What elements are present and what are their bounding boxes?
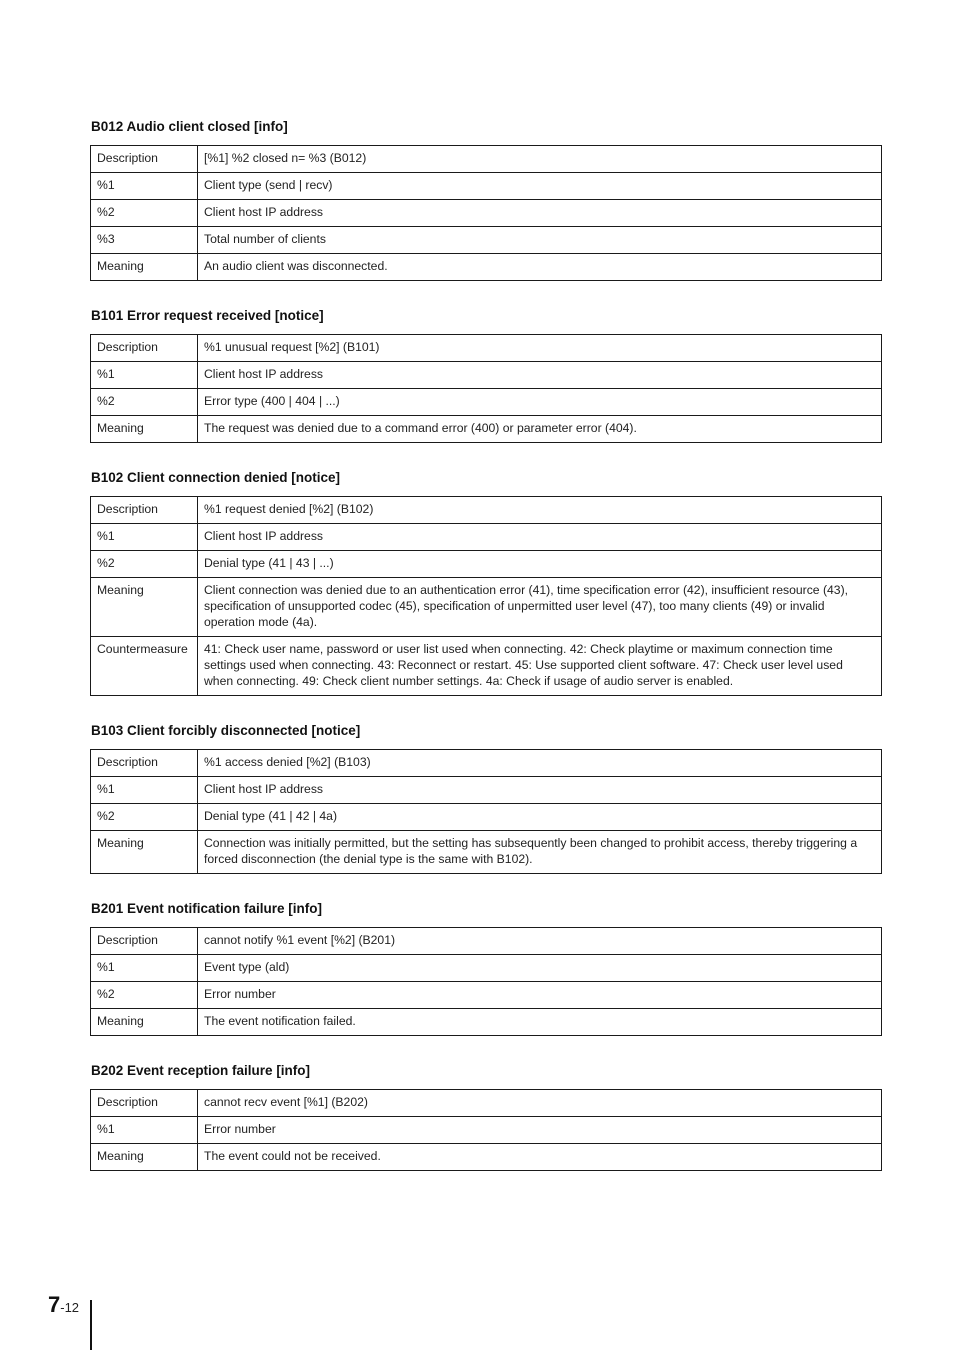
table-row: [91, 1117, 882, 1144]
row-label: %1: [91, 777, 198, 804]
row-label: %1: [91, 173, 198, 200]
table-row: [91, 416, 882, 443]
page-number: [48, 1292, 79, 1318]
section-heading: B012 Audio client closed [info]: [91, 119, 288, 134]
row-label: %1: [91, 1117, 198, 1144]
row-value: Denial type (41 | 43 | ...): [198, 551, 882, 578]
table-row: [91, 637, 882, 696]
table-row: [91, 389, 882, 416]
table-row: [91, 1009, 882, 1036]
row-value: The event could not be received.: [198, 1144, 882, 1171]
log-section: [90, 470, 882, 696]
row-label: %1: [91, 524, 198, 551]
section-heading: B202 Event reception failure [info]: [91, 1063, 311, 1078]
page-number-page: -12: [60, 1300, 80, 1315]
table-row: [91, 362, 882, 389]
log-table: [90, 145, 882, 281]
table-row: [91, 804, 882, 831]
row-value: %1 access denied [%2] (B103): [198, 750, 882, 777]
row-value: %1 request denied [%2] (B102): [198, 497, 882, 524]
row-label: %2: [91, 200, 198, 227]
row-value: The request was denied due to a command error (400) or parameter error (404).: [198, 416, 882, 443]
row-label: Meaning: [91, 416, 198, 443]
table-row: [91, 831, 882, 874]
log-table: [90, 927, 882, 1036]
row-label: Description: [91, 750, 198, 777]
row-label: Countermeasure: [91, 637, 198, 696]
row-label: %2: [91, 389, 198, 416]
row-value: 41: Check user name, password or user list used when connecting. 42: Check playtime or maximum connection time settings used when connecting. 43: Reconnect or restart. 45: Use supported client software. 47: Check user level used when connecting. 49: Check client number settings. 4a: Check if usage of audio server is enabled.: [198, 637, 882, 696]
row-label: %1: [91, 362, 198, 389]
table-row: [91, 524, 882, 551]
document-body: [90, 119, 882, 1198]
log-table: [90, 496, 882, 696]
log-section: [90, 723, 882, 874]
log-section: [90, 308, 882, 443]
row-value: Client host IP address: [198, 524, 882, 551]
section-heading: B103 Client forcibly disconnected [notice]: [91, 723, 361, 738]
row-value: %1 unusual request [%2] (B101): [198, 335, 882, 362]
table-row: [91, 551, 882, 578]
row-label: %3: [91, 227, 198, 254]
table-row: [91, 227, 882, 254]
row-label: Meaning: [91, 254, 198, 281]
row-label: Meaning: [91, 1144, 198, 1171]
table-row: [91, 254, 882, 281]
row-value: Client host IP address: [198, 362, 882, 389]
row-value: [%1] %2 closed n= %3 (B012): [198, 146, 882, 173]
row-value: Error number: [198, 1117, 882, 1144]
table-row: [91, 146, 882, 173]
section-heading: B102 Client connection denied [notice]: [91, 470, 341, 485]
table-row: [91, 1090, 882, 1117]
table-row: [91, 982, 882, 1009]
section-heading: B101 Error request received [notice]: [91, 308, 324, 323]
row-label: Description: [91, 928, 198, 955]
row-label: Meaning: [91, 578, 198, 637]
log-section: [90, 119, 882, 281]
row-value: Total number of clients: [198, 227, 882, 254]
log-table: [90, 749, 882, 874]
table-row: [91, 578, 882, 637]
table-row: [91, 200, 882, 227]
row-value: The event notification failed.: [198, 1009, 882, 1036]
row-value: Connection was initially permitted, but the setting has subsequently been changed to prohibit access, thereby triggering a forced disconnection (the denial type is the same with B102).: [198, 831, 882, 874]
table-row: [91, 928, 882, 955]
table-row: [91, 497, 882, 524]
log-table: [90, 1089, 882, 1171]
row-value: cannot notify %1 event [%2] (B201): [198, 928, 882, 955]
row-value: Client type (send | recv): [198, 173, 882, 200]
row-value: cannot recv event [%1] (B202): [198, 1090, 882, 1117]
row-value: Event type (ald): [198, 955, 882, 982]
section-heading: B201 Event notification failure [info]: [91, 901, 323, 916]
table-row: [91, 777, 882, 804]
row-label: %2: [91, 804, 198, 831]
row-value: Client host IP address: [198, 200, 882, 227]
row-value: Client connection was denied due to an authentication error (41), time specification error (42), insufficient resource (43), specification of unsupported codec (45), specification of unpermitted user level (47), too many clients (49) or invalid operation mode (4a).: [198, 578, 882, 637]
table-row: [91, 750, 882, 777]
log-table: [90, 334, 882, 443]
row-label: Description: [91, 497, 198, 524]
row-label: Description: [91, 335, 198, 362]
row-label: %2: [91, 551, 198, 578]
row-value: Error number: [198, 982, 882, 1009]
log-section: [90, 1063, 882, 1171]
row-value: Denial type (41 | 42 | 4a): [198, 804, 882, 831]
row-label: Meaning: [91, 831, 198, 874]
table-row: [91, 335, 882, 362]
row-value: An audio client was disconnected.: [198, 254, 882, 281]
row-label: Meaning: [91, 1009, 198, 1036]
row-label: Description: [91, 1090, 198, 1117]
table-row: [91, 173, 882, 200]
log-section: [90, 901, 882, 1036]
table-row: [91, 1144, 882, 1171]
row-label: Description: [91, 146, 198, 173]
row-label: %2: [91, 982, 198, 1009]
table-row: [91, 955, 882, 982]
row-value: Client host IP address: [198, 777, 882, 804]
page-number-divider: [90, 1300, 92, 1350]
page-number-chapter: 7: [48, 1292, 61, 1317]
row-label: %1: [91, 955, 198, 982]
row-value: Error type (400 | 404 | ...): [198, 389, 882, 416]
